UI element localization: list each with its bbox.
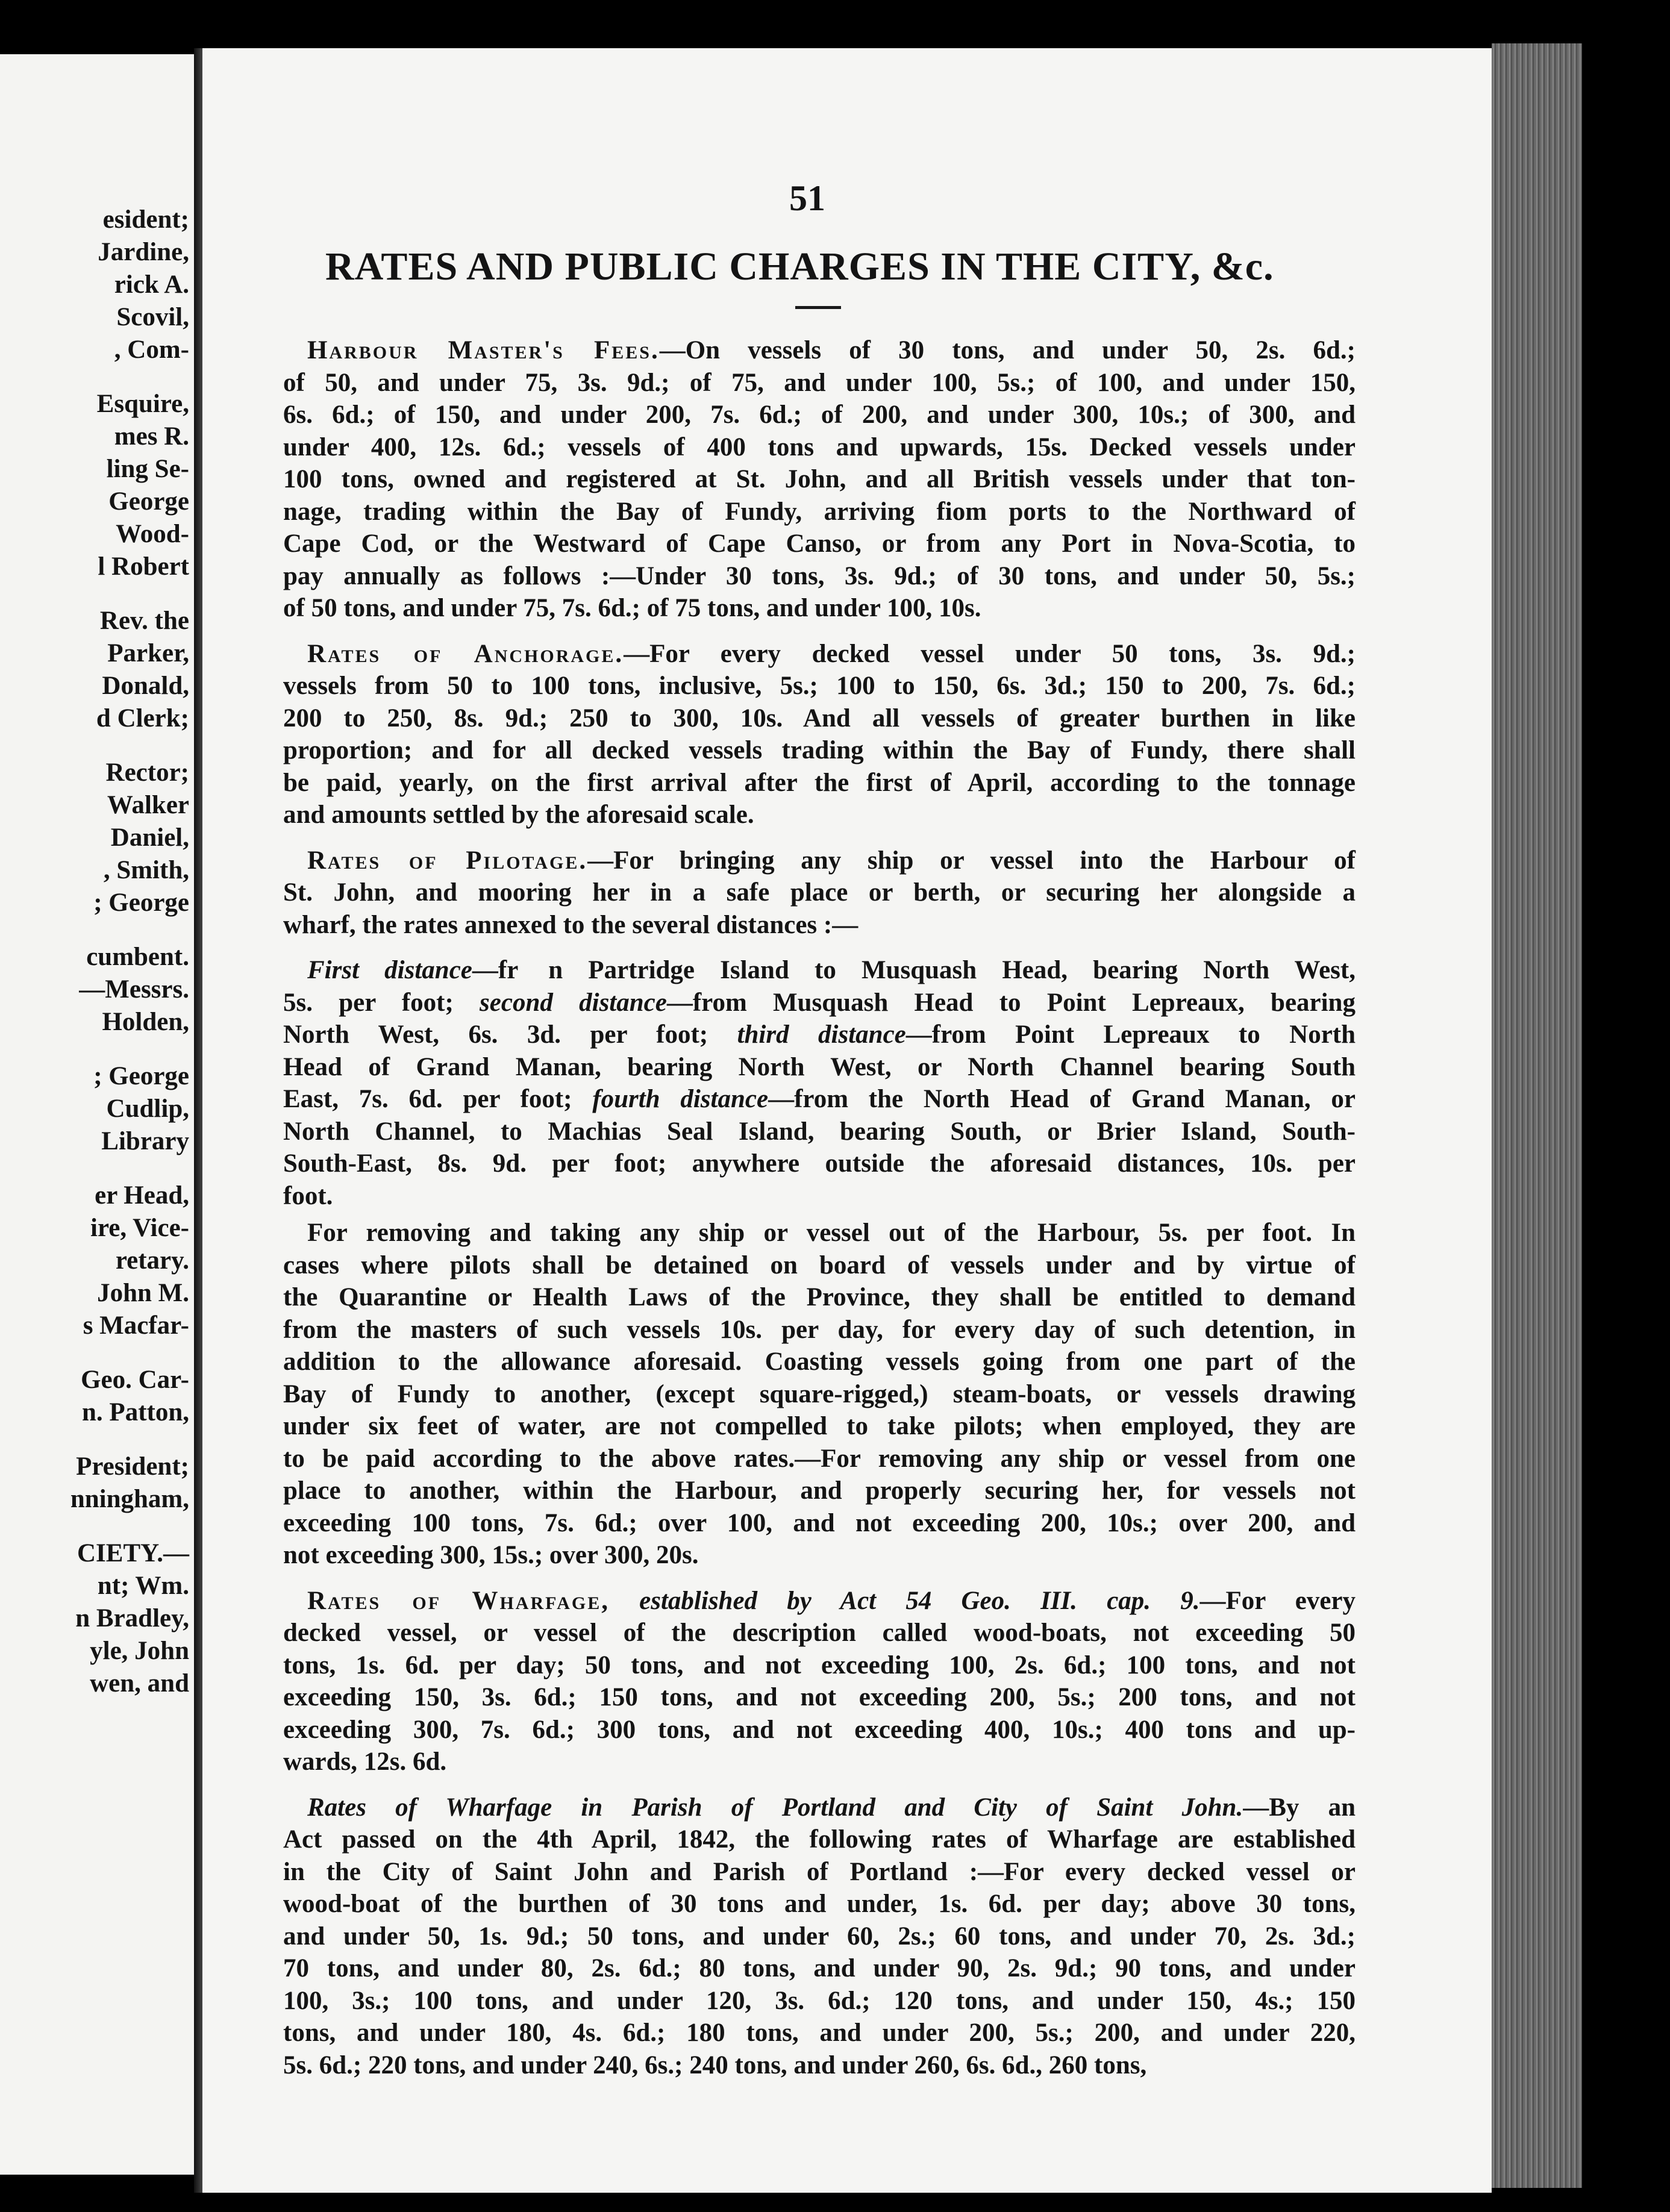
text-line <box>283 1746 1356 1778</box>
text-line <box>283 1920 1356 1952</box>
left-page-line: Scovil, <box>116 303 189 331</box>
text-span: South-East, 8s. 9d. per foot; anywhere outside the aforesaid distances, 10s. per <box>283 1149 1356 1178</box>
text-line <box>283 1507 1356 1539</box>
text-span: under six feet of water, are not compelled to take pilots; when employed, they are <box>283 1412 1356 1440</box>
text-span: —For bringing any ship or vessel into the Harbour of <box>587 846 1356 875</box>
text-line <box>283 1617 1356 1649</box>
italic-phrase: second distance <box>480 988 667 1017</box>
italic-phrase: third distance <box>737 1020 906 1049</box>
left-page-line: , Smith, <box>103 856 189 884</box>
text-span: exceeding 100 tons, 7s. 6d.; over 100, and not exceeding 200, 10s.; over 200, and <box>283 1508 1356 1537</box>
left-page-line: cumbent. <box>86 943 189 971</box>
left-page-line: , Com- <box>114 336 189 364</box>
text-span: 6s. 6d.; of 150, and under 200, 7s. 6d.; of 200, and under 300, 10s.; of 300, and <box>283 401 1356 429</box>
text-span: —fr n Partridge Island to Musquash Head, bearing North West, <box>472 956 1356 984</box>
text-span: not exceeding 300, 15s.; over 300, 20s. <box>283 1541 699 1569</box>
text-span: the Quarantine or Health Laws of the Province, they shall be entitled to demand <box>283 1283 1356 1311</box>
text-span: and amounts settled by the aforesaid scale. <box>283 801 754 829</box>
left-page-line: —Messrs. <box>79 975 189 1004</box>
left-page-line: Walker <box>107 791 189 819</box>
text-span: proportion; and for all decked vessels trading within the Bay of Fundy, there shall <box>283 736 1356 764</box>
text-span: North West, 6s. 3d. per foot; <box>283 1020 737 1049</box>
text-span: decked vessel, or vessel of the description called wood-boats, not exceeding 50 <box>283 1619 1356 1647</box>
text-line <box>283 1346 1356 1378</box>
text-line <box>307 638 1356 670</box>
left-page-line: ; George <box>93 1062 189 1090</box>
section-heading-italic: established by Act 54 Geo. III. cap. 9. <box>609 1586 1200 1615</box>
left-page-line: Jardine, <box>98 238 189 266</box>
left-page-line: John M. <box>97 1279 189 1307</box>
text-line <box>283 431 1356 463</box>
left-page-line: ling Se- <box>106 455 189 483</box>
left-page-line: Geo. Car- <box>81 1366 189 1394</box>
text-span: Act passed on the 4th April, 1842, the following rates of Wharfage are established <box>283 1825 1356 1854</box>
left-page-line: er Head, <box>95 1181 189 1210</box>
text-span: wharf, the rates annexed to the several distances :— <box>283 910 858 939</box>
text-span: nage, trading within the Bay of Fundy, arriving fiom ports to the Northward of <box>283 497 1356 526</box>
italic-phrase: First distance <box>307 956 472 984</box>
text-line <box>283 702 1356 734</box>
text-span: pay annually as follows :—Under 30 tons, 3s. 9d.; of 30 tons, and under 50, 5s.; <box>283 561 1356 590</box>
left-page-line: l Robert <box>98 552 189 581</box>
left-page-line: ; George <box>93 889 189 917</box>
text-line <box>307 1217 1356 1249</box>
text-span: St. John, and mooring her in a safe place or berth, or securing her alongside a <box>283 878 1356 907</box>
text-span: 200 to 250, 8s. 9d.; 250 to 300, 10s. And all vessels of greater burthen in like <box>283 704 1356 733</box>
left-page-line: Rector; <box>105 758 189 787</box>
text-line <box>283 463 1356 495</box>
left-page-line: President; <box>76 1452 189 1481</box>
text-line <box>283 2017 1356 2049</box>
text-span: —By an <box>1243 1793 1356 1822</box>
left-page-line: n Bradley, <box>75 1604 189 1632</box>
text-line <box>283 1378 1356 1410</box>
text-span: 5s. per foot; <box>283 988 480 1017</box>
text-span: foot. <box>283 1181 333 1210</box>
text-line <box>283 1649 1356 1681</box>
left-page-line: Daniel, <box>110 823 189 852</box>
text-line <box>283 528 1356 560</box>
text-span: of 50 tons, and under 75, 7s. 6d.; of 75 tons, and under 100, 10s. <box>283 594 981 622</box>
text-line <box>283 1714 1356 1746</box>
text-line <box>283 734 1356 766</box>
text-span: 100 tons, owned and registered at St. John, and all British vessels under that ton- <box>283 465 1356 493</box>
text-span: tons, 1s. 6d. per day; 50 tons, and not exceeding 100, 2s. 6d.; 100 tons, and not <box>283 1651 1356 1679</box>
text-line <box>283 592 1356 624</box>
text-span: 5s. 6d.; 220 tons, and under 240, 6s.; 240 tons, and under 260, 6s. 6d., 260 tons, <box>283 2051 1147 2079</box>
book-gutter <box>194 48 202 2193</box>
text-span: and under 50, 1s. 9d.; 50 tons, and under 60, 2s.; 60 tons, and under 70, 2s. 3d.; <box>283 1922 1356 1951</box>
text-line <box>307 1585 1356 1617</box>
left-page-line: mes R. <box>114 422 189 451</box>
text-span: 100, 3s.; 100 tons, and under 120, 3s. 6d.; 120 tons, and under 150, 4s.; 150 <box>283 1986 1356 2015</box>
text-span: addition to the allowance aforesaid. Coasting vessels going from one part of the <box>283 1348 1356 1376</box>
text-span: in the City of Saint John and Parish of Portland :—For every decked vessel or <box>283 1857 1356 1886</box>
text-line <box>283 1888 1356 1920</box>
left-page-line: n. Patton, <box>82 1398 189 1426</box>
text-span: East, 7s. 6d. per foot; <box>283 1085 593 1113</box>
text-line <box>283 1116 1356 1148</box>
left-page-line: retary. <box>115 1246 189 1275</box>
text-line <box>283 367 1356 399</box>
text-span: place to another, within the Harbour, and properly securing her, for vessels not <box>283 1476 1356 1505</box>
left-page-line: nningham, <box>70 1485 189 1513</box>
text-line <box>283 1249 1356 1281</box>
left-page-line: yle, John <box>90 1637 189 1665</box>
text-line <box>283 1443 1356 1475</box>
text-span: be paid, yearly, on the first arrival after the first of April, according to the tonnage <box>283 768 1356 797</box>
left-page-line: Cudlip, <box>106 1095 189 1123</box>
text-span: North Channel, to Machias Seal Island, bearing South, or Brier Island, South- <box>283 1117 1356 1146</box>
section-heading-italic: Rates of Wharfage in Parish of Portland and City of Saint John. <box>307 1793 1243 1822</box>
text-span: wood-boat of the burthen of 30 tons and under, 1s. 6d. per day; above 30 tons, <box>283 1890 1356 1918</box>
title-divider <box>795 306 841 309</box>
text-line <box>283 767 1356 799</box>
text-line <box>307 1792 1356 1823</box>
text-line <box>283 1952 1356 1984</box>
text-line <box>283 909 1356 941</box>
text-line <box>283 1148 1356 1179</box>
left-page-line: d Clerk; <box>96 704 189 733</box>
text-span: exceeding 300, 7s. 6d.; 300 tons, and not exceeding 400, 10s.; 400 tons and up- <box>283 1715 1356 1744</box>
text-line <box>283 1475 1356 1507</box>
page-title: RATES AND PUBLIC CHARGES IN THE CITY, &c. <box>325 245 1274 289</box>
text-line <box>283 1051 1356 1083</box>
text-line <box>283 1281 1356 1313</box>
text-line <box>283 1539 1356 1571</box>
text-line <box>283 876 1356 908</box>
text-line <box>283 1681 1356 1713</box>
left-page-line: Parker, <box>107 639 189 667</box>
text-line <box>283 1314 1356 1346</box>
left-page-line: Rev. the <box>99 607 189 635</box>
left-page-line: CIETY.— <box>77 1539 189 1567</box>
text-line <box>283 670 1356 702</box>
text-line <box>307 845 1356 876</box>
left-page-line: esident; <box>102 205 189 234</box>
text-line <box>283 2049 1356 2081</box>
text-line <box>283 399 1356 431</box>
text-line <box>283 1083 1356 1115</box>
previous-page-strip <box>0 54 194 2175</box>
italic-phrase: fourth distance <box>592 1085 769 1113</box>
text-line <box>283 496 1356 528</box>
text-span: Bay of Fundy to another, (except square-rigged,) steam-boats, or vessels drawing <box>283 1379 1356 1408</box>
left-page-line: s Macfar- <box>83 1311 189 1340</box>
text-span: wards, 12s. 6d. <box>283 1748 447 1776</box>
left-page-line: nt; Wm. <box>97 1572 189 1600</box>
text-line <box>307 954 1356 986</box>
text-line <box>283 987 1356 1019</box>
text-span: —from the North Head of Grand Manan, or <box>768 1085 1356 1113</box>
left-page-line: Esquire, <box>96 390 189 418</box>
text-span: —On vessels of 30 tons, and under 50, 2s. 6d.; <box>659 336 1356 364</box>
text-line <box>283 1410 1356 1442</box>
text-span: —For every <box>1199 1586 1356 1615</box>
section-heading: Rates of Pilotage. <box>307 846 588 875</box>
text-span: —from Musquash Head to Point Lepreaux, bearing <box>666 988 1356 1017</box>
text-span: Cape Cod, or the Westward of Cape Canso, or from any Port in Nova-Scotia, to <box>283 530 1356 558</box>
text-line <box>283 560 1356 592</box>
text-line <box>283 1823 1356 1855</box>
page-number: 51 <box>789 178 825 218</box>
text-span: of 50, and under 75, 3s. 9d.; of 75, and under 100, 5s.; of 100, and under 150, <box>283 368 1356 397</box>
text-line <box>283 1985 1356 2017</box>
section-heading: Rates of Wharfage, <box>307 1586 610 1615</box>
text-line <box>283 799 1356 831</box>
text-span: tons, and under 180, 4s. 6d.; 180 tons, and under 200, 5s.; 200, and under 220, <box>283 2019 1356 2047</box>
text-span: from the masters of such vessels 10s. per day, for every day of such detention, in <box>283 1315 1356 1344</box>
text-span: exceeding 150, 3s. 6d.; 150 tons, and not exceeding 200, 5s.; 200 tons, and not <box>283 1683 1356 1711</box>
text-line <box>283 1180 1356 1212</box>
text-span: For removing and taking any ship or vessel out of the Harbour, 5s. per foot. In <box>307 1219 1356 1247</box>
text-span: to be paid according to the above rates.—For removing any ship or vessel from one <box>283 1444 1356 1473</box>
text-line <box>283 1019 1356 1051</box>
left-page-line: Wood- <box>116 520 189 548</box>
text-span: vessels from 50 to 100 tons, inclusive, 5s.; 100 to 150, 6s. 3d.; 150 to 200, 7s. 6d.; <box>283 672 1356 700</box>
text-span: 70 tons, and under 80, 2s. 6d.; 80 tons, and under 90, 2s. 9d.; 90 tons, and under <box>283 1954 1356 1982</box>
text-span: cases where pilots shall be detained on board of vessels under and by virtue of <box>283 1251 1356 1279</box>
left-page-line: Holden, <box>102 1008 189 1036</box>
text-line <box>283 1856 1356 1888</box>
text-line <box>307 334 1356 366</box>
left-page-line: Donald, <box>102 672 189 700</box>
left-page-line: George <box>108 487 189 516</box>
text-span: —from Point Lepreaux to North <box>905 1020 1356 1049</box>
page-edges <box>1492 43 1582 2188</box>
left-page-line: ire, Vice- <box>90 1214 189 1242</box>
text-span: —For every decked vessel under 50 tons, 3s. 9d.; <box>624 639 1356 668</box>
left-page-line: wen, and <box>90 1669 189 1698</box>
text-span: under 400, 12s. 6d.; vessels of 400 tons and upwards, 15s. Decked vessels under <box>283 433 1356 461</box>
text-span: Head of Grand Manan, bearing North West, or North Channel bearing South <box>283 1052 1356 1081</box>
section-heading: Rates of Anchorage. <box>307 639 624 668</box>
left-page-line: rick A. <box>114 270 189 299</box>
section-heading: Harbour Master's Fees. <box>307 336 660 364</box>
left-page-line: Library <box>101 1127 189 1155</box>
